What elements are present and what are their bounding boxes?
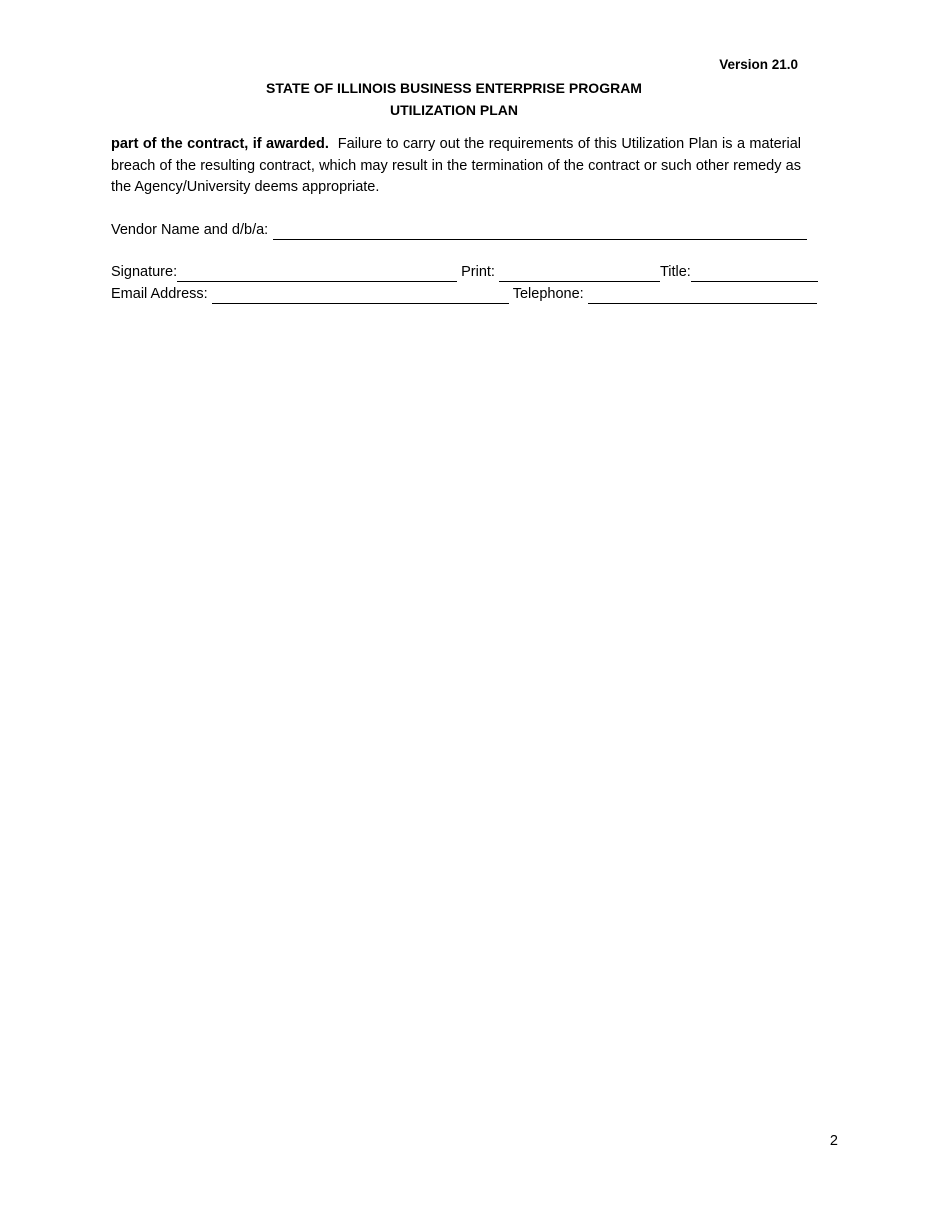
signature-row	[111, 262, 818, 282]
vendor-name-label: Vendor Name and d/b/a:	[111, 222, 269, 238]
bold-lead-text: part of the contract, if awarded.	[111, 136, 329, 152]
page-number: 2	[829, 1133, 838, 1149]
title-field[interactable]	[691, 266, 818, 282]
email-label: Email Address:	[111, 286, 208, 302]
version-label: Version 21.0	[719, 57, 798, 72]
print-label: Print:	[461, 264, 495, 280]
print-field[interactable]	[499, 266, 660, 282]
plan-title: UTILIZATION PLAN	[389, 102, 519, 118]
signature-field[interactable]	[177, 266, 457, 282]
email-field[interactable]	[212, 288, 509, 304]
document-header	[111, 77, 797, 121]
title-label: Title:	[659, 264, 691, 280]
breach-paragraph	[111, 134, 801, 199]
signature-label: Signature:	[111, 264, 178, 280]
telephone-field[interactable]	[588, 288, 817, 304]
vendor-name-field[interactable]	[273, 224, 807, 240]
telephone-label: Telephone:	[512, 286, 584, 302]
contact-row	[111, 284, 817, 304]
program-title: STATE OF ILLINOIS BUSINESS ENTERPRISE PROGRAM	[266, 80, 642, 96]
vendor-name-row	[111, 220, 807, 240]
paragraph-text: Failure to carry out the requirements of this Utilization Plan is a material breach of the resulting contract, which may result in the termination of the contract or such other remedy as the Agency/University deems appropriate.	[111, 136, 801, 195]
